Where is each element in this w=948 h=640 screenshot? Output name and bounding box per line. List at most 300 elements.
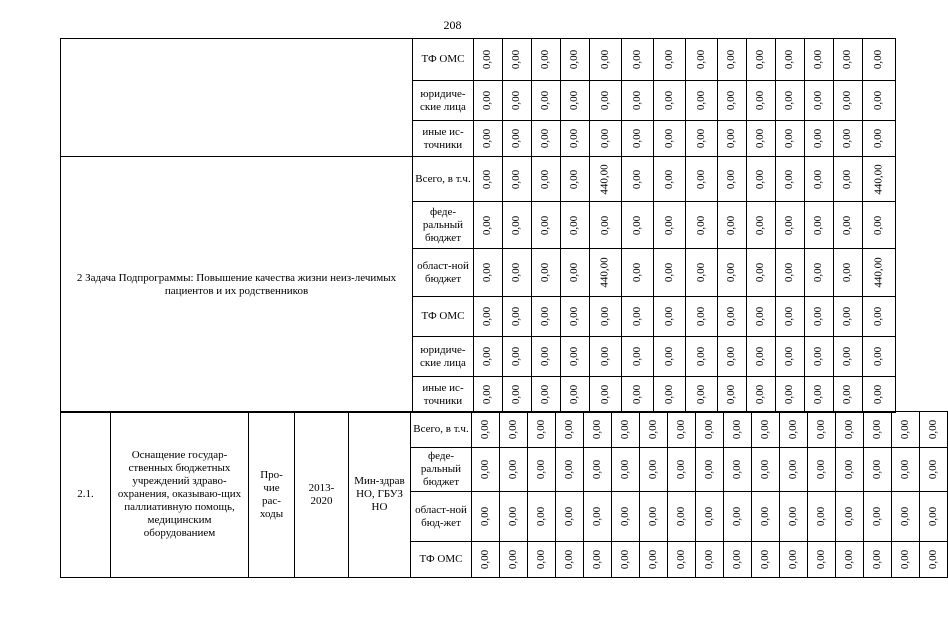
amount-value: 0,00 — [539, 90, 552, 111]
amount-cell — [805, 39, 834, 81]
amount-value: 0,00 — [631, 384, 643, 405]
amount-value: 0,00 — [675, 459, 687, 480]
amount-value: 0,00 — [841, 384, 854, 405]
amount-value: 0,00 — [563, 506, 575, 527]
amount-cell — [474, 337, 503, 377]
amount-value: 0,00 — [675, 549, 687, 570]
amount-cell — [500, 492, 528, 542]
amount-cell — [654, 337, 686, 377]
amount-cell — [836, 492, 864, 542]
amount-cell — [532, 157, 561, 202]
amount-cell — [474, 81, 503, 121]
table-row — [61, 412, 948, 448]
funding-source-label: ТФ ОМС — [413, 297, 474, 337]
amount-value: 0,00 — [481, 384, 494, 405]
amount-cell — [747, 157, 776, 202]
amount-value: 0,00 — [568, 90, 581, 111]
measure-number: 2.1. — [61, 412, 111, 578]
amount-cell — [622, 39, 654, 81]
amount-cell — [654, 202, 686, 249]
amount-value: 0,00 — [535, 459, 547, 480]
amount-value: 0,00 — [539, 306, 552, 327]
amount-cell — [808, 412, 836, 448]
amount-cell — [780, 542, 808, 578]
amount-cell — [747, 121, 776, 157]
amount-value: 0,00 — [841, 128, 854, 149]
amount-value: 0,00 — [754, 306, 767, 327]
amount-value: 0,00 — [539, 262, 552, 283]
amount-cell — [654, 121, 686, 157]
amount-cell — [863, 377, 896, 413]
amount-value: 0,00 — [725, 90, 738, 111]
amount-cell — [528, 542, 556, 578]
amount-cell — [584, 412, 612, 448]
amount-cell — [500, 448, 528, 492]
amount-value: 0,00 — [725, 384, 738, 405]
amount-cell — [472, 412, 500, 448]
amount-cell — [686, 297, 718, 337]
amount-value: 440,00 — [872, 163, 885, 195]
amount-value: 0,00 — [787, 549, 799, 570]
amount-value: 0,00 — [783, 90, 796, 111]
amount-value: 0,00 — [703, 459, 715, 480]
amount-value: 0,00 — [663, 384, 675, 405]
amount-value: 0,00 — [599, 90, 611, 111]
amount-value: 0,00 — [843, 419, 855, 440]
amount-value: 0,00 — [783, 262, 796, 283]
amount-cell — [640, 448, 668, 492]
amount-value: 0,00 — [787, 419, 799, 440]
page-number: 208 — [443, 18, 462, 32]
amount-cell — [474, 202, 503, 249]
amount-cell — [590, 202, 622, 249]
amount-value: 0,00 — [591, 419, 603, 440]
amount-cell — [612, 412, 640, 448]
amount-cell — [561, 377, 590, 413]
amount-value: 0,00 — [631, 49, 643, 70]
amount-cell — [834, 337, 863, 377]
amount-value: 0,00 — [619, 459, 631, 480]
amount-value: 0,00 — [812, 128, 825, 149]
amount-cell — [622, 121, 654, 157]
amount-cell — [532, 377, 561, 413]
amount-value: 0,00 — [871, 549, 883, 570]
task-title: 2 Задача Подпрограммы: Повышение качества жизни неиз-лечимых пациентов и их родственников — [61, 157, 413, 413]
amount-value: 0,00 — [703, 506, 715, 527]
amount-cell — [776, 377, 805, 413]
amount-value: 0,00 — [675, 419, 687, 440]
amount-value: 0,00 — [568, 49, 581, 70]
amount-cell — [780, 412, 808, 448]
amount-value: 0,00 — [841, 262, 854, 283]
amount-cell — [776, 297, 805, 337]
amount-cell — [724, 542, 752, 578]
amount-cell — [805, 377, 834, 413]
amount-value: 0,00 — [927, 549, 939, 570]
amount-cell — [590, 249, 622, 297]
amount-cell — [747, 202, 776, 249]
amount-cell — [780, 448, 808, 492]
amount-value: 0,00 — [568, 262, 581, 283]
amount-cell — [834, 81, 863, 121]
amount-cell — [724, 412, 752, 448]
amount-cell — [640, 542, 668, 578]
amount-cell — [747, 81, 776, 121]
amount-cell — [776, 39, 805, 81]
amount-cell — [834, 157, 863, 202]
amount-cell — [686, 377, 718, 413]
amount-value: 0,00 — [591, 506, 603, 527]
amount-cell — [780, 492, 808, 542]
amount-value: 0,00 — [510, 262, 523, 283]
amount-cell — [612, 448, 640, 492]
executor: Мин-здрав НО, ГБУЗ НО — [349, 412, 411, 578]
amount-value: 0,00 — [510, 169, 523, 189]
amount-cell — [920, 412, 948, 448]
amount-value: 0,00 — [815, 549, 827, 570]
amount-cell — [612, 492, 640, 542]
amount-value: 0,00 — [812, 262, 825, 283]
amount-cell — [892, 448, 920, 492]
amount-value: 0,00 — [663, 306, 675, 327]
amount-value: 0,00 — [631, 346, 643, 367]
amount-cell — [654, 157, 686, 202]
expense-type: Про-чие рас-ходы — [249, 412, 295, 578]
amount-value: 0,00 — [481, 262, 494, 283]
amount-cell — [686, 337, 718, 377]
amount-value: 0,00 — [812, 346, 825, 367]
amount-cell — [528, 412, 556, 448]
amount-cell — [747, 337, 776, 377]
amount-cell — [920, 542, 948, 578]
amount-cell — [776, 157, 805, 202]
amount-value: 0,00 — [663, 128, 675, 149]
amount-cell — [747, 377, 776, 413]
amount-value: 0,00 — [927, 459, 939, 480]
amount-cell — [500, 542, 528, 578]
amount-cell — [584, 542, 612, 578]
amount-cell — [474, 377, 503, 413]
funding-source-label: Всего, в т.ч. — [411, 412, 472, 448]
amount-value: 0,00 — [675, 506, 687, 527]
amount-value: 0,00 — [812, 306, 825, 327]
amount-cell — [834, 39, 863, 81]
amount-value: 0,00 — [647, 506, 659, 527]
amount-value: 0,00 — [725, 49, 738, 70]
amount-value: 0,00 — [631, 306, 643, 327]
amount-value: 0,00 — [812, 169, 825, 189]
amount-value: 0,00 — [841, 306, 854, 327]
table-row — [61, 157, 896, 202]
amount-cell — [752, 492, 780, 542]
amount-cell — [718, 249, 747, 297]
amount-value: 0,00 — [754, 346, 767, 367]
amount-cell — [892, 542, 920, 578]
budget-table-measure — [60, 411, 948, 578]
amount-cell — [622, 157, 654, 202]
amount-value: 0,00 — [631, 169, 643, 189]
amount-value: 0,00 — [841, 346, 854, 367]
amount-value: 0,00 — [703, 419, 715, 440]
amount-value: 0,00 — [815, 459, 827, 480]
amount-value: 0,00 — [631, 215, 643, 235]
amount-value: 0,00 — [599, 49, 611, 70]
funding-source-label: феде-ральный бюджет — [411, 448, 472, 492]
amount-cell — [776, 202, 805, 249]
amount-cell — [864, 412, 892, 448]
amount-cell — [834, 377, 863, 413]
amount-value: 0,00 — [695, 346, 707, 367]
amount-cell — [808, 542, 836, 578]
amount-value: 0,00 — [563, 459, 575, 480]
amount-cell — [747, 39, 776, 81]
amount-cell — [532, 202, 561, 249]
amount-cell — [696, 412, 724, 448]
amount-value: 0,00 — [481, 346, 494, 367]
amount-value: 0,00 — [841, 49, 854, 70]
amount-value: 0,00 — [872, 384, 885, 405]
amount-cell — [654, 297, 686, 337]
amount-cell — [863, 297, 896, 337]
amount-value: 0,00 — [647, 419, 659, 440]
amount-value: 0,00 — [539, 215, 552, 235]
amount-cell — [686, 249, 718, 297]
amount-value: 0,00 — [899, 419, 911, 440]
amount-cell — [622, 202, 654, 249]
amount-cell — [590, 81, 622, 121]
amount-cell — [472, 492, 500, 542]
amount-cell — [612, 542, 640, 578]
amount-value: 0,00 — [787, 506, 799, 527]
amount-cell — [747, 297, 776, 337]
amount-value: 0,00 — [507, 549, 519, 570]
amount-cell — [640, 492, 668, 542]
funding-source-label: иные ис-точники — [413, 377, 474, 413]
amount-cell — [920, 492, 948, 542]
amount-value: 0,00 — [759, 459, 771, 480]
amount-value: 0,00 — [725, 346, 738, 367]
amount-cell — [696, 542, 724, 578]
amount-cell — [556, 412, 584, 448]
amount-value: 0,00 — [754, 262, 767, 283]
amount-value: 0,00 — [754, 169, 767, 189]
amount-value: 0,00 — [841, 90, 854, 111]
amount-cell — [590, 157, 622, 202]
amount-cell — [503, 157, 532, 202]
amount-cell — [686, 121, 718, 157]
amount-cell — [805, 337, 834, 377]
amount-value: 0,00 — [754, 384, 767, 405]
amount-cell — [808, 492, 836, 542]
amount-value: 0,00 — [759, 419, 771, 440]
amount-value: 0,00 — [507, 506, 519, 527]
amount-value: 0,00 — [619, 419, 631, 440]
amount-cell — [864, 492, 892, 542]
amount-cell — [864, 542, 892, 578]
amount-cell — [640, 412, 668, 448]
amount-value: 0,00 — [731, 419, 743, 440]
amount-cell — [686, 39, 718, 81]
amount-value: 0,00 — [568, 215, 581, 235]
amount-cell — [724, 448, 752, 492]
amount-value: 0,00 — [535, 506, 547, 527]
amount-cell — [532, 121, 561, 157]
amount-cell — [686, 157, 718, 202]
amount-value: 0,00 — [479, 549, 491, 570]
amount-cell — [503, 121, 532, 157]
amount-value: 0,00 — [871, 419, 883, 440]
amount-cell — [718, 157, 747, 202]
amount-value: 0,00 — [619, 506, 631, 527]
amount-cell — [561, 157, 590, 202]
amount-cell — [472, 448, 500, 492]
table-row — [61, 39, 896, 81]
amount-value: 0,00 — [899, 549, 911, 570]
amount-value: 0,00 — [599, 215, 611, 235]
amount-cell — [805, 297, 834, 337]
amount-cell — [503, 202, 532, 249]
amount-value: 0,00 — [731, 506, 743, 527]
amount-value: 0,00 — [927, 419, 939, 440]
amount-cell — [668, 412, 696, 448]
amount-value: 0,00 — [695, 262, 707, 283]
amount-value: 0,00 — [535, 419, 547, 440]
amount-value: 0,00 — [479, 419, 491, 440]
amount-value: 0,00 — [872, 128, 885, 149]
amount-cell — [718, 39, 747, 81]
amount-cell — [584, 448, 612, 492]
amount-value: 0,00 — [695, 49, 707, 70]
amount-value: 0,00 — [843, 506, 855, 527]
amount-value: 440,00 — [599, 163, 611, 195]
amount-value: 0,00 — [631, 90, 643, 111]
amount-cell — [503, 377, 532, 413]
amount-value: 0,00 — [812, 215, 825, 235]
amount-cell — [836, 412, 864, 448]
amount-cell — [561, 121, 590, 157]
amount-cell — [892, 412, 920, 448]
budget-table-upper — [60, 38, 896, 413]
amount-value: 0,00 — [599, 128, 611, 149]
amount-cell — [834, 121, 863, 157]
amount-value: 0,00 — [759, 549, 771, 570]
amount-value: 0,00 — [754, 90, 767, 111]
amount-value: 0,00 — [754, 49, 767, 70]
amount-value: 0,00 — [647, 549, 659, 570]
amount-cell — [622, 337, 654, 377]
amount-cell — [561, 249, 590, 297]
amount-cell — [863, 249, 896, 297]
amount-cell — [590, 39, 622, 81]
amount-cell — [836, 542, 864, 578]
amount-value: 0,00 — [695, 306, 707, 327]
amount-cell — [532, 249, 561, 297]
implementation-period: 2013-2020 — [295, 412, 349, 578]
amount-value: 0,00 — [783, 49, 796, 70]
amount-cell — [834, 202, 863, 249]
amount-cell — [776, 81, 805, 121]
amount-value: 440,00 — [872, 257, 885, 288]
amount-cell — [556, 448, 584, 492]
amount-value: 0,00 — [619, 549, 631, 570]
amount-value: 0,00 — [568, 384, 581, 405]
amount-cell — [503, 39, 532, 81]
amount-cell — [590, 377, 622, 413]
amount-cell — [561, 297, 590, 337]
amount-value: 0,00 — [815, 419, 827, 440]
amount-value: 0,00 — [539, 49, 552, 70]
amount-cell — [474, 157, 503, 202]
amount-cell — [718, 81, 747, 121]
amount-value: 0,00 — [510, 49, 523, 70]
amount-cell — [556, 542, 584, 578]
amount-value: 0,00 — [663, 90, 675, 111]
amount-value: 0,00 — [479, 459, 491, 480]
amount-cell — [696, 492, 724, 542]
amount-cell — [561, 81, 590, 121]
amount-value: 0,00 — [539, 128, 552, 149]
amount-value: 0,00 — [725, 215, 738, 235]
amount-cell — [863, 157, 896, 202]
amount-cell — [654, 39, 686, 81]
amount-cell — [472, 542, 500, 578]
measure-name: Оснащение государ-ственных бюджетных учреждений здраво-охранения, оказываю-щих паллиативную помощь, медицинским оборудованием — [111, 412, 249, 578]
amount-value: 0,00 — [539, 169, 552, 189]
amount-cell — [654, 81, 686, 121]
amount-cell — [590, 297, 622, 337]
amount-value: 0,00 — [754, 128, 767, 149]
amount-cell — [590, 121, 622, 157]
amount-value: 0,00 — [841, 169, 854, 189]
amount-value: 0,00 — [783, 384, 796, 405]
amount-value: 0,00 — [695, 90, 707, 111]
amount-cell — [747, 249, 776, 297]
amount-value: 0,00 — [663, 49, 675, 70]
amount-cell — [500, 412, 528, 448]
amount-value: 0,00 — [510, 128, 523, 149]
amount-cell — [776, 337, 805, 377]
amount-value: 0,00 — [481, 49, 494, 70]
amount-value: 0,00 — [539, 346, 552, 367]
amount-cell — [752, 542, 780, 578]
amount-value: 0,00 — [812, 49, 825, 70]
amount-cell — [834, 249, 863, 297]
amount-value: 0,00 — [871, 506, 883, 527]
amount-value: 0,00 — [510, 384, 523, 405]
amount-cell — [474, 39, 503, 81]
amount-value: 0,00 — [507, 459, 519, 480]
amount-value: 0,00 — [695, 215, 707, 235]
amount-value: 0,00 — [843, 549, 855, 570]
amount-value: 0,00 — [647, 459, 659, 480]
amount-value: 0,00 — [695, 384, 707, 405]
funding-source-label: феде-ральный бюджет — [413, 202, 474, 249]
amount-value: 0,00 — [663, 169, 675, 189]
amount-value: 0,00 — [535, 549, 547, 570]
amount-cell — [686, 81, 718, 121]
amount-value: 0,00 — [725, 169, 738, 189]
amount-value: 0,00 — [731, 549, 743, 570]
amount-cell — [863, 337, 896, 377]
amount-value: 0,00 — [695, 169, 707, 189]
amount-value: 0,00 — [663, 215, 675, 235]
amount-value: 0,00 — [703, 549, 715, 570]
amount-value: 0,00 — [663, 346, 675, 367]
amount-cell — [503, 81, 532, 121]
amount-value: 0,00 — [568, 346, 581, 367]
amount-cell — [668, 542, 696, 578]
amount-value: 0,00 — [725, 128, 738, 149]
